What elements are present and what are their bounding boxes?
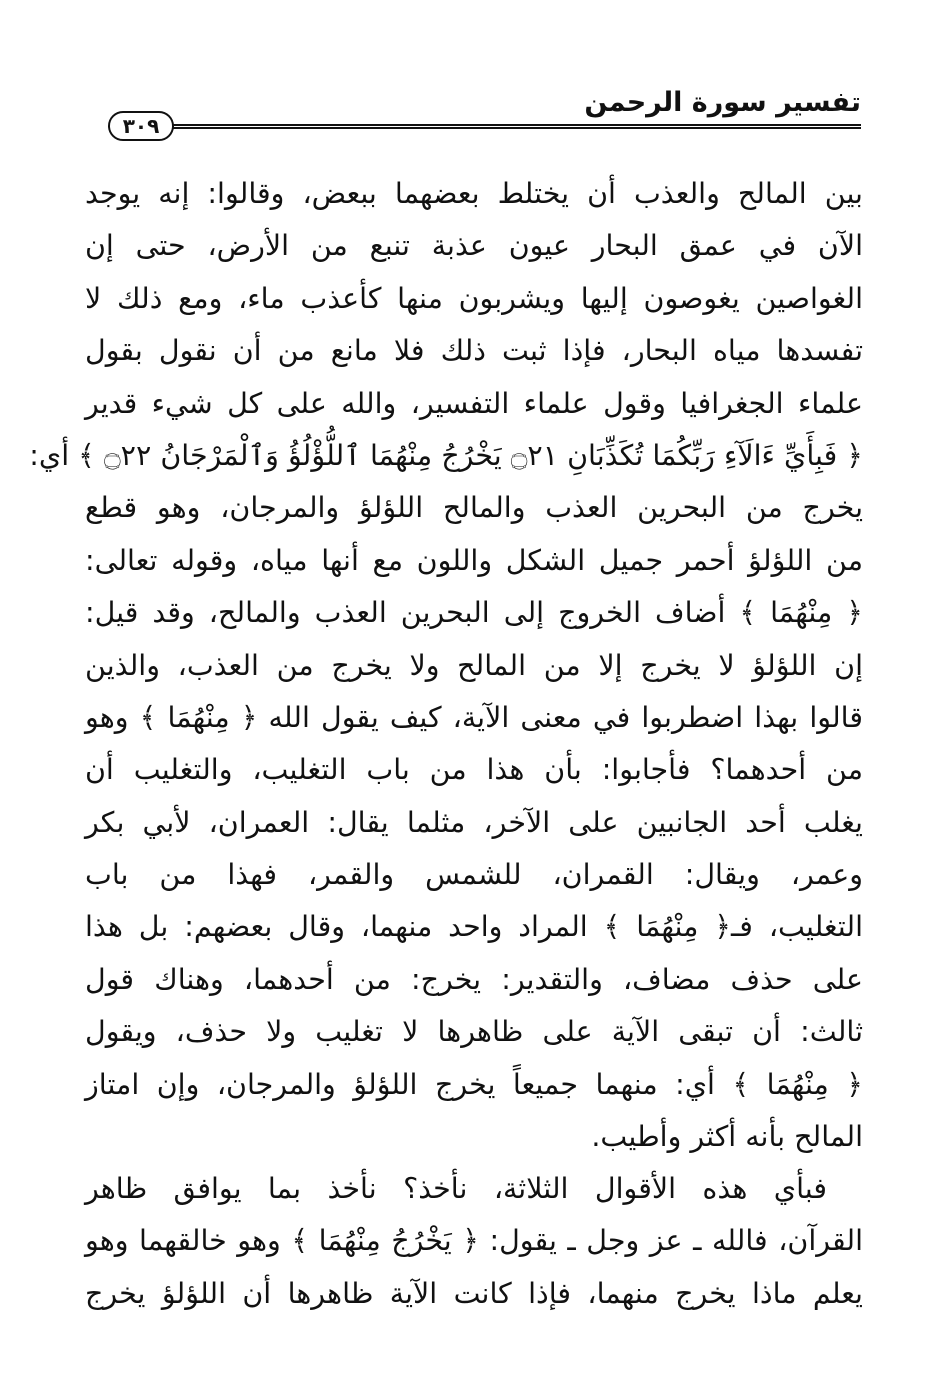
quran-verse-line: ﴿ فَبِأَيِّ ءَالَآءِ رَبِّكُمَا تُكَذِّبَانِ ۝٢١ يَخْرُجُ مِنْهُمَا ٱللُّؤْلُؤُ وَٱلْمَرْجَانُ ۝٢٢ ﴾ أي: [29, 438, 863, 472]
text-line: يخرج من البحرين العذب والمالح اللؤلؤ والمرجان، وهو قطع [85, 491, 863, 525]
text-line: من اللؤلؤ أحمر جميل الشكل واللون مع أنها مياه، وقوله تعالى: [85, 543, 863, 577]
text-line: يغلب أحد الجانبين على الآخر، مثلما يقال: العمران، لأبي بكر [85, 805, 863, 839]
header-rule [172, 124, 861, 129]
text-line: التغليب، فـ﴿ مِنْهُمَا ﴾ المراد واحد منهما، وقال بعضهم: بل هذا [85, 910, 863, 944]
text-line: بين المالح والعذب أن يختلط بعضهما ببعض، وقالوا: إنه يوجد [85, 177, 863, 210]
text-line: الغواصين يغوصون إليها ويشربون منها كأعذب ماء، ومع ذلك لا [85, 281, 863, 315]
text-line: تفسدها مياه البحار، فإذا ثبت ذلك فلا مانع من أن نقول بقول [85, 334, 863, 368]
text-line: القرآن، فالله ـ عز وجل ـ يقول: ﴿ يَخْرُجُ مِنْهُمَا ﴾ وهو خالقهما وهو [85, 1224, 863, 1258]
text-line: ﴿ مِنْهُمَا ﴾ أضاف الخروج إلى البحرين العذب والمالح، وقد قيل: [85, 596, 863, 630]
text-line: يعلم ماذا يخرج منهما، فإذا كانت الآية ظاهرها أن اللؤلؤ يخرج [85, 1276, 863, 1310]
text-line: فبأي هذه الأقوال الثلاثة، نأخذ؟ نأخذ بما يوافق ظاهر [85, 1172, 827, 1205]
text-line: الآن في عمق البحار عيون عذبة تنبع من الأرض، حتى إن [85, 229, 863, 263]
page-number-frame [108, 111, 174, 141]
text-line: المالح بأنه أكثر وأطيب. [591, 1120, 863, 1154]
text-line: ثالث: أن تبقى الآية على ظاهرها لا تغليب ولا حذف، ويقول [85, 1015, 863, 1049]
paragraph-1 [29, 168, 863, 1163]
paragraph-2 [85, 1163, 863, 1320]
text-line: إن اللؤلؤ لا يخرج إلا من المالح ولا يخرج من العذب، والذين [85, 648, 863, 682]
text-line: من أحدهما؟ فأجابوا: بأن هذا من باب التغليب، والتغليب أن [85, 753, 863, 787]
running-title: تفسير سورة الرحمن [584, 87, 861, 118]
text-line: على حذف مضاف، والتقدير: يخرج: من أحدهما، وهناك قول [85, 962, 863, 996]
page-number: ٣٠٩ [122, 114, 160, 138]
text-line: ﴿ مِنْهُمَا ﴾ أي: منهما جميعاً يخرج اللؤلؤ والمرجان، وإن امتاز [85, 1067, 863, 1101]
text-line: وعمر، ويقال: القمران، للشمس والقمر، فهذا من باب [85, 858, 863, 892]
text-line: قالوا بهذا اضطربوا في معنى الآية، كيف يقول الله ﴿ مِنْهُمَا ﴾ وهو [85, 700, 863, 734]
text-line: علماء الجغرافيا وقول علماء التفسير، والله على كل شيء قدير [85, 386, 863, 420]
